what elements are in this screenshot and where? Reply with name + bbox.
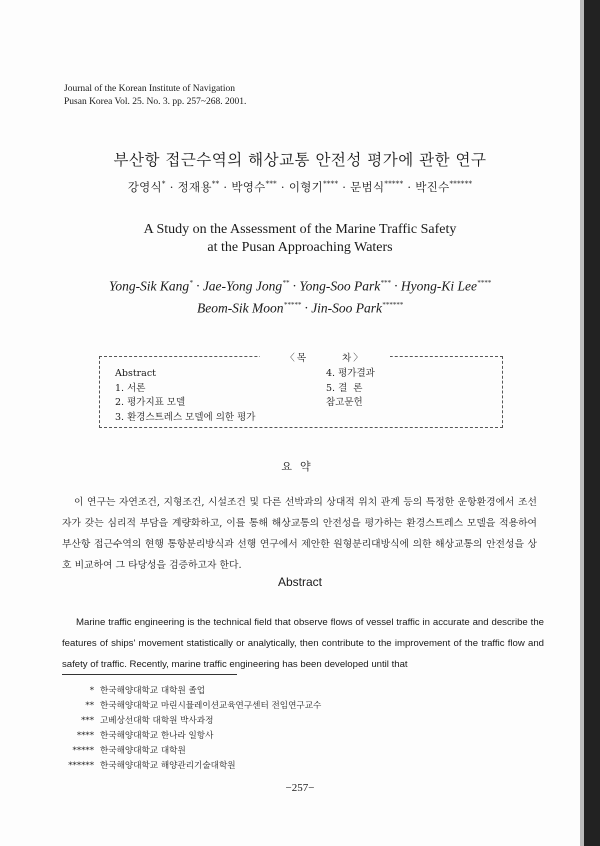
korean-summary-heading: 요약	[281, 460, 319, 473]
footnotes	[62, 684, 321, 774]
footnote	[62, 684, 321, 699]
footnote-text: 한국해양대학교 대학원 졸업	[100, 686, 206, 696]
footnote-text: 한국해양대학교 대학원	[100, 746, 186, 756]
footnote-text: 한국해양대학교 해양관리기술대학원	[100, 761, 236, 771]
footnote-mark: ******	[68, 761, 94, 771]
author-ko: 박진수	[415, 180, 450, 194]
korean-summary-text: 이 연구는 자연조건, 지형조건, 시설조건 및 다른 선박과의 상대적 위치 관계 등의 특정한 운항환경에서 조선자가 갖는 심리적 부담을 계량화하고, 이를 통해 해상교통의 안전성을 평가하는 환경스트레스 모델을 적용하여 부산항 접근수역의 현행 통항분리방식과 선행 연구에서 제안한 원형분리대방식에 의한 해상교통의 안전성을 상호 비교하여 그 타당성을 검증하고자 한다.	[62, 497, 537, 571]
author-mark: *****	[384, 180, 404, 189]
author-en: Beom-Sik Moon	[196, 300, 284, 315]
author-mark: ****	[323, 180, 339, 189]
authors-korean: 강영식* · 정재용** · 박영수*** · 이형기**** · 문범식***** · 박진수******	[127, 180, 473, 194]
footnote-mark: **	[85, 701, 94, 711]
author-ko: 이형기	[288, 180, 324, 194]
author-mark: *	[189, 279, 193, 287]
title-korean: 부산항 접근수역의 해상교통 안전성 평가에 관한 연구	[113, 151, 487, 169]
author-mark: *****	[283, 300, 302, 309]
author-ko: 정재용	[177, 180, 212, 194]
author-mark: ***	[380, 279, 391, 287]
footnote-divider	[62, 674, 237, 675]
journal-citation: Pusan Korea Vol. 25. No. 3. pp. 257~268. 2001.	[64, 97, 247, 107]
author-en: Hyong-Ki Lee	[400, 278, 477, 294]
toc-heading: 〈목 차〉	[260, 350, 390, 364]
footnote-text: 한국해양대학교 마린시뮬레이션교육연구센터 전임연구교수	[100, 701, 322, 711]
authors-english-line2: Beom-Sik Moon***** · Jin-Soo Park******	[196, 300, 404, 315]
footnote	[62, 744, 321, 759]
author-en: Yong-Soo Park	[299, 278, 381, 294]
author-ko: 강영식	[127, 180, 162, 194]
footnote-text: 고베상선대학 대학원 박사과정	[100, 716, 214, 726]
toc-column-left	[115, 367, 255, 425]
author-mark: ****	[476, 279, 491, 287]
toc-item: 4. 평가결과	[326, 368, 375, 379]
toc-item: 3. 환경스트레스 모델에 의한 평가	[115, 411, 256, 423]
author-en: Jin-Soo Park	[311, 300, 383, 315]
author-en: Jae-Yong Jong	[202, 278, 283, 294]
footnote	[62, 759, 321, 774]
table-of-contents	[99, 353, 503, 428]
authors-english	[0, 274, 600, 317]
scan-edge	[584, 0, 600, 846]
footnote-text: 한국해양대학교 한나라 일항사	[100, 731, 214, 741]
abstract-heading: Abstract	[277, 575, 322, 589]
toc-heading-right: 차	[342, 353, 354, 364]
footnote-mark: ****	[76, 731, 94, 741]
footnote-mark: ***	[81, 716, 94, 726]
title-english	[0, 221, 600, 257]
title-english-line2: at the Pusan Approaching Waters	[207, 240, 393, 255]
page-number: −257−	[285, 782, 315, 794]
footnote	[62, 714, 321, 729]
toc-item: 5. 결 론	[326, 382, 363, 394]
footnote-mark: *	[89, 686, 94, 696]
author-ko: 문범식	[350, 180, 385, 194]
authors-english-line1: Yong-Sik Kang* · Jae-Yong Jong** · Yong-Soo Park*** · Hyong-Ki Lee****	[109, 278, 491, 294]
author-mark: ******	[382, 300, 404, 309]
journal-name: Journal of the Korean Institute of Navigation	[64, 84, 235, 94]
toc-heading-left: 목	[296, 353, 308, 364]
toc-item: 1. 서론	[115, 382, 146, 394]
journal-header	[64, 83, 246, 109]
author-mark: ******	[449, 180, 473, 189]
toc-column-right	[326, 367, 375, 411]
footnote-mark: *****	[72, 746, 94, 756]
author-ko: 박영수	[231, 180, 266, 194]
toc-item: 2. 평가지표 모델	[115, 397, 186, 408]
author-en: Yong-Sik Kang	[109, 278, 190, 294]
author-mark: ***	[265, 180, 277, 189]
footnote	[62, 729, 321, 744]
abstract-text: Marine traffic engineering is the technical field that observe flows of vessel traffic in accurate and describe the features of ships' movement statistically or analytically, then contribute to the improvement of the traffic flow and safety of traffic. Recently, marine traffic engineering has been developed until that	[62, 617, 544, 670]
footnote	[62, 699, 321, 714]
title-english-line1: A Study on the Assessment of the Marine Traffic Safety	[143, 222, 457, 237]
author-mark: **	[211, 180, 220, 189]
toc-item: 참고문헌	[326, 397, 363, 408]
toc-item: Abstract	[115, 368, 156, 379]
author-mark: **	[282, 279, 290, 287]
author-mark: *	[161, 180, 166, 189]
